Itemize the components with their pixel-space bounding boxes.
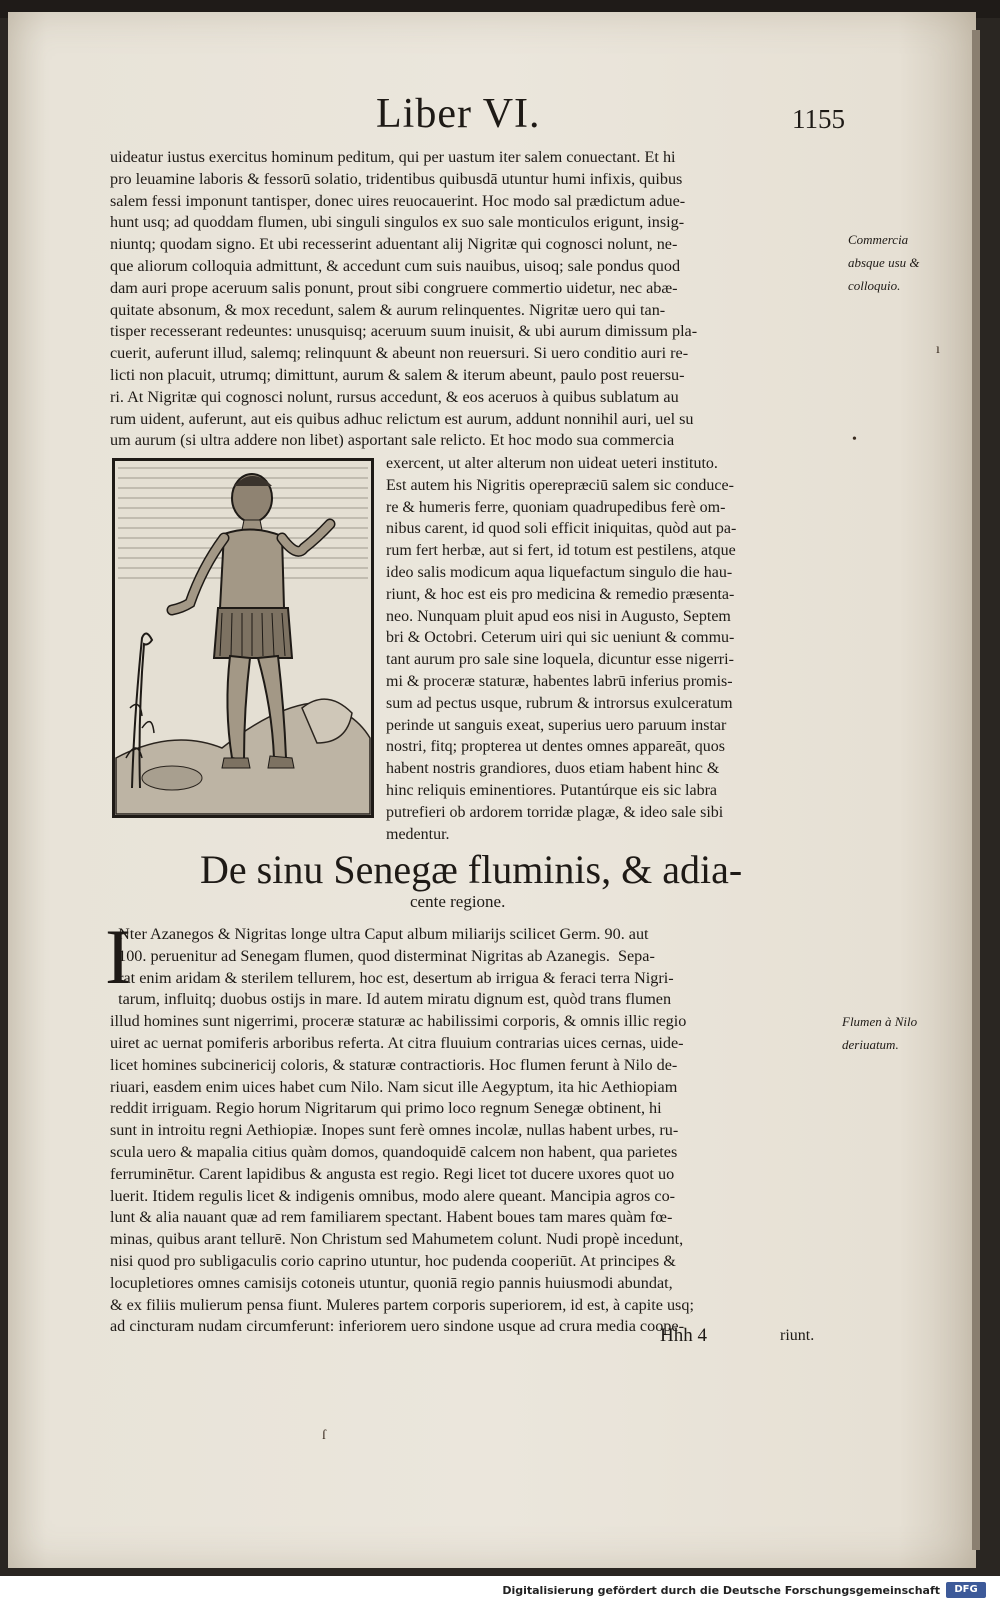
signature-mark: Hhh 4 bbox=[660, 1325, 707, 1346]
text-line: ad cincturam nudam circumferunt: inferiorem uero sindone usque ad crura media coope- bbox=[110, 1317, 684, 1336]
page-edge-shadow bbox=[972, 30, 980, 1550]
text-line: um aurum (si ultra addere non libet) asportant sale relicto. Et hoc modo sua commercia bbox=[110, 431, 675, 450]
text-line: lunt & alia nauant quæ ad rem familiarem spectant. Habent boues tam mares quàm fœ- bbox=[110, 1208, 673, 1227]
text-line: nostri, fitq; propterea ut dentes omnes appareāt, quos bbox=[386, 738, 726, 756]
text-line: que aliorum colloquia admittunt, & accedunt cum suis nauibus, uisoq; sale pondus quod bbox=[110, 256, 681, 275]
text-line: medentur. bbox=[386, 825, 450, 843]
text-block-senega bbox=[110, 924, 840, 1338]
text-line: Est autem his Nigritis operepræciū salem sic conduce- bbox=[386, 476, 734, 494]
running-head-title: Liber VI. bbox=[376, 91, 541, 137]
text-line: neo. Nunquam pluit apud eos nisi in Augusto, Septem bbox=[386, 607, 731, 625]
text-line: riuari, easdem enim uices habet cum Nilo. Nam sicut ille Aegyptum, ita hic Aethiopiam bbox=[110, 1077, 678, 1096]
section-heading: De sinu Senegæ fluminis, & adia- bbox=[200, 847, 743, 892]
margin-note-nile bbox=[842, 1010, 917, 1056]
text-line: riunt, & hoc est eis pro medicina & remedio præsenta- bbox=[386, 585, 735, 603]
text-line: mi & proceræ staturæ, habentes labrū inferius promis- bbox=[386, 672, 733, 690]
text-line: luerit. Itidem regulis licet & indigenis omnibus, modo alere queant. Mancipia agros co- bbox=[110, 1186, 676, 1205]
ink-mark: ı bbox=[936, 342, 940, 357]
dfg-logo: DFG bbox=[946, 1582, 986, 1598]
text-line: Nter Azanegos & Nigritas longe ultra Caput album miliarijs scilicet Germ. 90. aut bbox=[110, 925, 649, 943]
text-line: sunt in introitu regni Aethiopiæ. Inopes sunt ferè omnes incolæ, nullas habent urbes, ru- bbox=[110, 1121, 679, 1140]
margin-note-commerce bbox=[848, 228, 920, 297]
stone bbox=[142, 766, 202, 790]
margin-note-line: colloquio. bbox=[848, 278, 901, 293]
text-line: scula uero & mapalia citius quàm domos, quandoquidē calcem non habent, qua parietes bbox=[110, 1142, 678, 1161]
catchword: riunt. bbox=[780, 1327, 815, 1344]
drop-capital: I bbox=[105, 913, 131, 1000]
text-line: ferruminētur. Carent lapidibus & angusta est regio. Regi licet tot ducere uxores quot uo bbox=[110, 1164, 675, 1183]
text-line: licet homines subcinericij coloris, & staturæ contractioris. Hoc flumen ferunt à Nilo de- bbox=[110, 1055, 678, 1074]
text-line: rum uident, auferunt, aut eis quibus adhuc relictum est aurum, addunt nonnihil auri, uel su bbox=[110, 409, 694, 428]
text-line: habent nostris grandiores, duos etiam habent hinc & bbox=[386, 760, 720, 778]
text-line: rat enim aridam & sterilem tellurem, hoc est, desertum ab irrigua & feraci terra Nigri- bbox=[110, 968, 674, 987]
text-line: uiret ac uernat pomiferis arboribus referta. At citra fluuium contrarias uices cernas, uide- bbox=[110, 1033, 684, 1052]
text-line: tarum, influitq; duobus ostijs in mare. Id autem miratu dignum est, quòd trans flumen bbox=[110, 990, 672, 1009]
text-line: perinde ut sanguis exeat, superius uero paruum instar bbox=[386, 716, 727, 734]
text-line: hinc reliquis eminentiores. Putantúrque eis sic labra bbox=[386, 781, 718, 799]
text-line: bri & Octobri. Ceterum uiri qui sic ueniunt & commu- bbox=[386, 629, 735, 647]
text-line: putrefieri ob ardorem torridæ plagæ, & ideo sale sibi bbox=[386, 803, 724, 821]
text-line: tant aurum pro sale sine loquela, dicuntur esse nigerri- bbox=[386, 651, 734, 669]
page-number: 1155 bbox=[792, 104, 845, 134]
text-line: niuntq; quodam signo. Et ubi recesserint aduentant alij Nigritæ qui cognosci nolunt, ne- bbox=[110, 235, 678, 254]
text-block-top bbox=[110, 147, 840, 452]
text-line: ri. At Nigritæ qui cognosci nolunt, rursus accedunt, & eos aceruos à quibus sublatum au bbox=[110, 387, 679, 406]
text-line: uideatur iustus exercitus hominum peditum, qui per uastum iter salem conuectant. Et hi bbox=[110, 148, 676, 166]
text-line: exercent, ut alter alterum non uideat ueteri instituto. bbox=[386, 455, 718, 472]
funding-notice: Digitalisierung gefördert durch die Deutsche Forschungsgemeinschaft bbox=[502, 1584, 940, 1597]
text-line: re & humeris ferre, quoniam quadrupedibus ferè om- bbox=[386, 498, 726, 516]
text-line: reddit irriguam. Regio horum Nigritarum qui primo loco regnum Senegæ obtinent, hi bbox=[110, 1099, 662, 1118]
text-line: quitate absonum, & mox recedunt, salem & aurum relinquentes. Nigritæ uero qui tan- bbox=[110, 300, 666, 319]
text-line: salem fessi imponunt tantisper, donec uires reuocauerint. Hoc modo sal prædictum adue- bbox=[110, 191, 686, 210]
margin-note-line: Commercia bbox=[848, 232, 909, 247]
margin-note-line: deriuatum. bbox=[842, 1037, 899, 1052]
text-line: tisper recesserant redeuntes: unusquisq; aceruum suum inuisit, & ubi aurum dimissum pla- bbox=[110, 322, 698, 341]
text-line: minas, quibus arant tellurē. Non Christum sed Mahumetem colunt. Nudi propè incedunt, bbox=[110, 1230, 684, 1249]
text-line: sum ad pectus usque, rubrum & introrsus exulceratum bbox=[386, 694, 733, 712]
margin-note-line: Flumen à Nilo bbox=[842, 1014, 918, 1029]
text-line: rum fert herbæ, aut si fert, id totum est pestilens, atque bbox=[386, 542, 736, 560]
margin-note-line: absque usu & bbox=[848, 255, 920, 270]
text-line: nisi quod pro subligaculis corio caprino utuntur, hoc pudenda cooperiūt. At principes & bbox=[110, 1251, 676, 1270]
text-line: locupletiores omnes camisijs cotoneis utuntur, quoniā regio pannis huiusmodi abundat, bbox=[110, 1273, 673, 1292]
text-line: nibus carent, id quod soli efficit iniquitas, quòd aut pa- bbox=[386, 520, 737, 538]
text-line: pro leuamine laboris & fessorū solatio, tridentibus quibusdā utuntur humi infixis, quibus bbox=[110, 169, 683, 188]
text-line: cuerit, auferunt illud, salemq; relinquunt & abeunt non reuersuri. Si uero conditio auri re- bbox=[110, 344, 689, 363]
text-block-beside-image bbox=[386, 453, 840, 845]
text-line: ideo salis modicum aqua liquefactum singulo die hau- bbox=[386, 563, 733, 581]
text-line: dam auri prope aceruum salis ponunt, prout sibi congruere commertio uidetur, nec abæ- bbox=[110, 278, 678, 297]
text-line: hunt usq; ad quoddam flumen, ubi singuli singulos ex suo sale monticulos erigunt, insig- bbox=[110, 213, 685, 232]
section-subheading: cente regione. bbox=[410, 892, 506, 911]
text-line: illud homines sunt nigerrimi, proceræ staturæ ac habilissimi corporis, & omnis illic regio bbox=[110, 1012, 687, 1031]
ink-mark: ſ bbox=[322, 1428, 326, 1443]
woodcut-illustration bbox=[112, 458, 374, 818]
text-line: & ex filiis mulierum pensa fiunt. Muleres partem corporis superiorem, id est, à capite usq; bbox=[110, 1295, 694, 1314]
text-line: licti non placuit, utrumq; dimittunt, aurum & salem & iterum abeunt, paulo post reuersu- bbox=[110, 365, 685, 384]
ink-mark: • bbox=[852, 432, 857, 447]
text-line: 100. peruenitur ad Senegam flumen, quod disterminat Nigritas ab Azanegis. Sepa- bbox=[110, 946, 655, 965]
